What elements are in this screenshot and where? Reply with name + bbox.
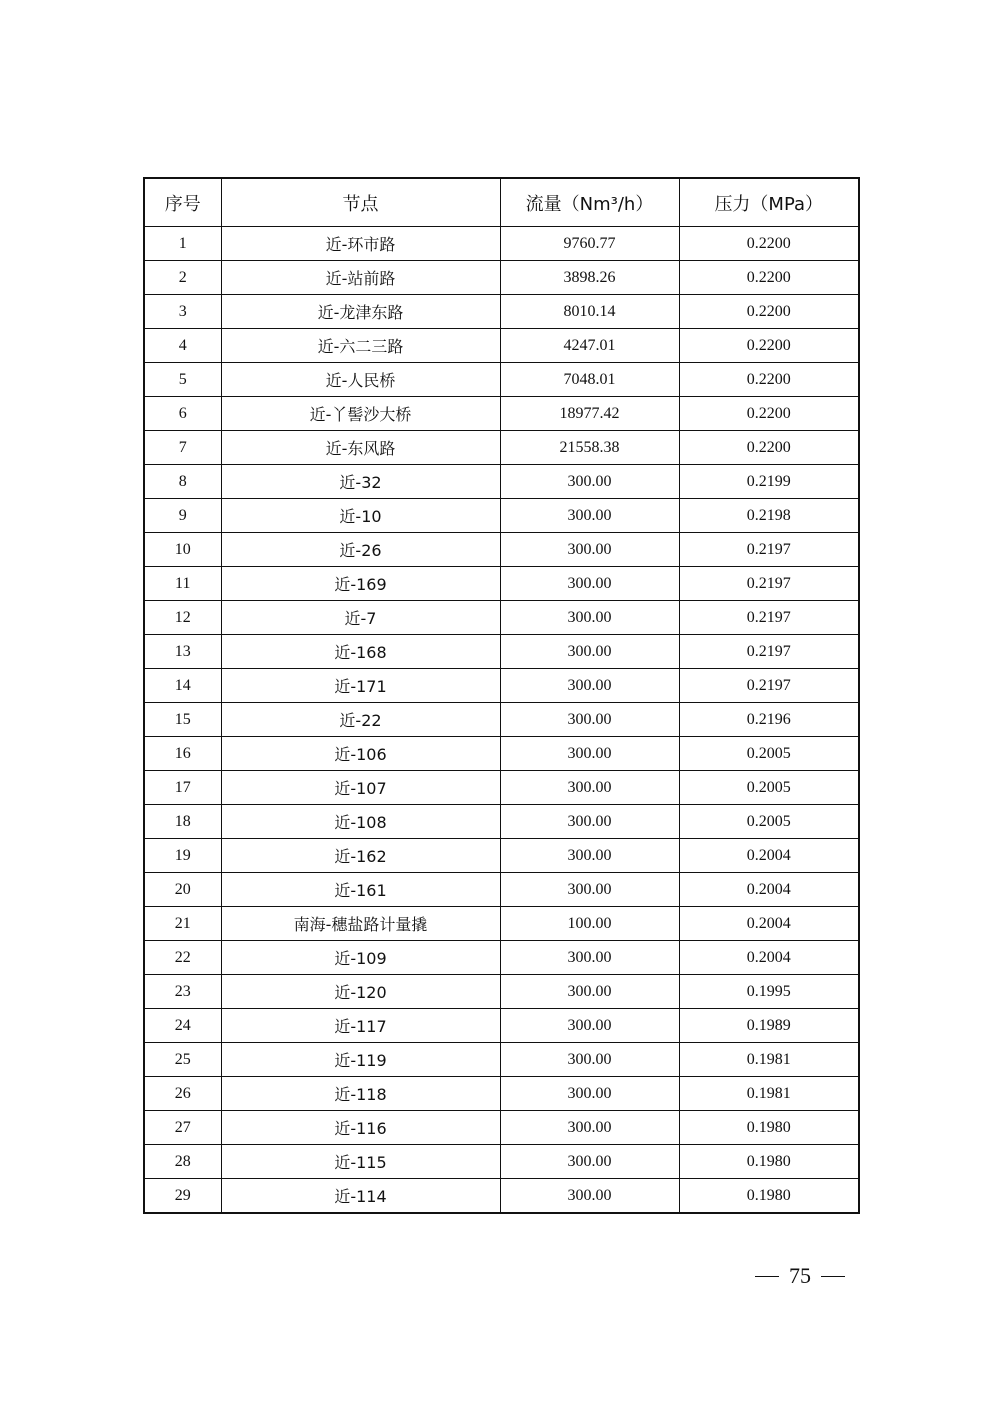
table-row [144, 703, 859, 737]
cell-pressure: 0.1995 [679, 975, 859, 1009]
cell-pressure: 0.1989 [679, 1009, 859, 1043]
cell-flow: 300.00 [500, 873, 679, 907]
cell-pressure: 0.2005 [679, 805, 859, 839]
table-row [144, 533, 859, 567]
page-number-dash-right [821, 1276, 845, 1277]
cell-flow: 300.00 [500, 941, 679, 975]
cell-flow: 300.00 [500, 1179, 679, 1214]
cell-flow: 18977.42 [500, 397, 679, 431]
cell-flow: 300.00 [500, 805, 679, 839]
table-row [144, 397, 859, 431]
cell-pressure: 0.2200 [679, 261, 859, 295]
cell-flow: 300.00 [500, 771, 679, 805]
cell-index: 1 [144, 227, 221, 261]
cell-flow: 300.00 [500, 465, 679, 499]
header-node: 节点 [221, 178, 500, 227]
cell-index: 6 [144, 397, 221, 431]
cell-pressure: 0.1981 [679, 1043, 859, 1077]
cell-pressure: 0.2200 [679, 329, 859, 363]
table-header-row [144, 178, 859, 227]
cell-node: 近-114 [221, 1179, 500, 1214]
cell-pressure: 0.2200 [679, 431, 859, 465]
cell-node: 近-107 [221, 771, 500, 805]
cell-node: 近-六二三路 [221, 329, 500, 363]
cell-flow: 100.00 [500, 907, 679, 941]
cell-pressure: 0.2005 [679, 737, 859, 771]
cell-flow: 300.00 [500, 1077, 679, 1111]
cell-pressure: 0.2197 [679, 567, 859, 601]
cell-pressure: 0.2200 [679, 363, 859, 397]
cell-flow: 300.00 [500, 1111, 679, 1145]
cell-node: 近-162 [221, 839, 500, 873]
cell-index: 10 [144, 533, 221, 567]
table-row [144, 737, 859, 771]
cell-node: 近-117 [221, 1009, 500, 1043]
cell-node: 近-10 [221, 499, 500, 533]
cell-index: 27 [144, 1111, 221, 1145]
table-row [144, 1043, 859, 1077]
cell-node: 近-26 [221, 533, 500, 567]
cell-index: 4 [144, 329, 221, 363]
cell-pressure: 0.2004 [679, 839, 859, 873]
cell-node: 近-108 [221, 805, 500, 839]
cell-index: 26 [144, 1077, 221, 1111]
page-number-value: 75 [789, 1263, 811, 1288]
cell-index: 8 [144, 465, 221, 499]
table-row [144, 1179, 859, 1214]
cell-pressure: 0.2004 [679, 873, 859, 907]
table-row [144, 465, 859, 499]
header-pressure: 压力（MPa） [679, 178, 859, 227]
table-row [144, 839, 859, 873]
cell-flow: 300.00 [500, 601, 679, 635]
cell-node: 近-32 [221, 465, 500, 499]
table-row [144, 499, 859, 533]
cell-flow: 300.00 [500, 1145, 679, 1179]
cell-node: 近-东风路 [221, 431, 500, 465]
cell-node: 近-站前路 [221, 261, 500, 295]
cell-flow: 4247.01 [500, 329, 679, 363]
table-row [144, 363, 859, 397]
cell-pressure: 0.2197 [679, 669, 859, 703]
cell-pressure: 0.2199 [679, 465, 859, 499]
cell-pressure: 0.2198 [679, 499, 859, 533]
cell-flow: 300.00 [500, 1009, 679, 1043]
cell-index: 2 [144, 261, 221, 295]
cell-node: 近-171 [221, 669, 500, 703]
table-row [144, 431, 859, 465]
cell-index: 20 [144, 873, 221, 907]
table-row [144, 805, 859, 839]
cell-flow: 300.00 [500, 703, 679, 737]
cell-flow: 300.00 [500, 567, 679, 601]
cell-pressure: 0.2200 [679, 397, 859, 431]
cell-flow: 300.00 [500, 499, 679, 533]
page-number [740, 1262, 860, 1290]
cell-pressure: 0.2004 [679, 907, 859, 941]
cell-node: 近-169 [221, 567, 500, 601]
table-row [144, 329, 859, 363]
page-number-dash-left [755, 1276, 779, 1277]
cell-pressure: 0.1980 [679, 1179, 859, 1214]
cell-flow: 9760.77 [500, 227, 679, 261]
cell-index: 24 [144, 1009, 221, 1043]
table-body [144, 227, 859, 1214]
table-row [144, 567, 859, 601]
cell-index: 18 [144, 805, 221, 839]
cell-pressure: 0.2197 [679, 533, 859, 567]
cell-index: 29 [144, 1179, 221, 1214]
cell-index: 12 [144, 601, 221, 635]
cell-node: 近-118 [221, 1077, 500, 1111]
cell-flow: 300.00 [500, 1043, 679, 1077]
cell-pressure: 0.2200 [679, 295, 859, 329]
cell-index: 25 [144, 1043, 221, 1077]
header-index: 序号 [144, 178, 221, 227]
table-row [144, 907, 859, 941]
cell-pressure: 0.2004 [679, 941, 859, 975]
cell-flow: 300.00 [500, 839, 679, 873]
cell-flow: 300.00 [500, 533, 679, 567]
table-row [144, 1009, 859, 1043]
cell-index: 5 [144, 363, 221, 397]
cell-index: 15 [144, 703, 221, 737]
cell-index: 9 [144, 499, 221, 533]
cell-flow: 300.00 [500, 975, 679, 1009]
cell-node: 近-109 [221, 941, 500, 975]
cell-index: 23 [144, 975, 221, 1009]
table-row [144, 295, 859, 329]
cell-flow: 21558.38 [500, 431, 679, 465]
cell-index: 19 [144, 839, 221, 873]
cell-pressure: 0.1980 [679, 1145, 859, 1179]
table-row [144, 941, 859, 975]
cell-node: 近-120 [221, 975, 500, 1009]
cell-pressure: 0.1980 [679, 1111, 859, 1145]
cell-pressure: 0.2200 [679, 227, 859, 261]
table-row [144, 771, 859, 805]
header-flow: 流量（Nm³/h） [500, 178, 679, 227]
cell-index: 17 [144, 771, 221, 805]
cell-flow: 300.00 [500, 635, 679, 669]
cell-node: 近-人民桥 [221, 363, 500, 397]
cell-flow: 3898.26 [500, 261, 679, 295]
cell-node: 近-168 [221, 635, 500, 669]
cell-pressure: 0.2196 [679, 703, 859, 737]
table-row [144, 261, 859, 295]
table-row [144, 1077, 859, 1111]
cell-index: 16 [144, 737, 221, 771]
cell-node: 南海-穗盐路计量撬 [221, 907, 500, 941]
cell-index: 11 [144, 567, 221, 601]
cell-node: 近-丫髻沙大桥 [221, 397, 500, 431]
cell-node: 近-119 [221, 1043, 500, 1077]
cell-node: 近-22 [221, 703, 500, 737]
cell-node: 近-环市路 [221, 227, 500, 261]
cell-flow: 7048.01 [500, 363, 679, 397]
cell-flow: 300.00 [500, 737, 679, 771]
table-row [144, 601, 859, 635]
cell-index: 14 [144, 669, 221, 703]
cell-index: 13 [144, 635, 221, 669]
cell-flow: 300.00 [500, 669, 679, 703]
cell-node: 近-106 [221, 737, 500, 771]
cell-index: 21 [144, 907, 221, 941]
table-row [144, 873, 859, 907]
cell-node: 近-115 [221, 1145, 500, 1179]
node-flow-pressure-table [143, 177, 860, 1214]
cell-index: 28 [144, 1145, 221, 1179]
cell-index: 7 [144, 431, 221, 465]
table-row [144, 227, 859, 261]
table-row [144, 669, 859, 703]
cell-index: 3 [144, 295, 221, 329]
cell-node: 近-116 [221, 1111, 500, 1145]
table-row [144, 975, 859, 1009]
cell-flow: 8010.14 [500, 295, 679, 329]
cell-index: 22 [144, 941, 221, 975]
cell-pressure: 0.2197 [679, 601, 859, 635]
cell-node: 近-龙津东路 [221, 295, 500, 329]
cell-node: 近-7 [221, 601, 500, 635]
cell-pressure: 0.1981 [679, 1077, 859, 1111]
table-row [144, 1111, 859, 1145]
cell-pressure: 0.2005 [679, 771, 859, 805]
table-row [144, 635, 859, 669]
cell-node: 近-161 [221, 873, 500, 907]
cell-pressure: 0.2197 [679, 635, 859, 669]
table-row [144, 1145, 859, 1179]
